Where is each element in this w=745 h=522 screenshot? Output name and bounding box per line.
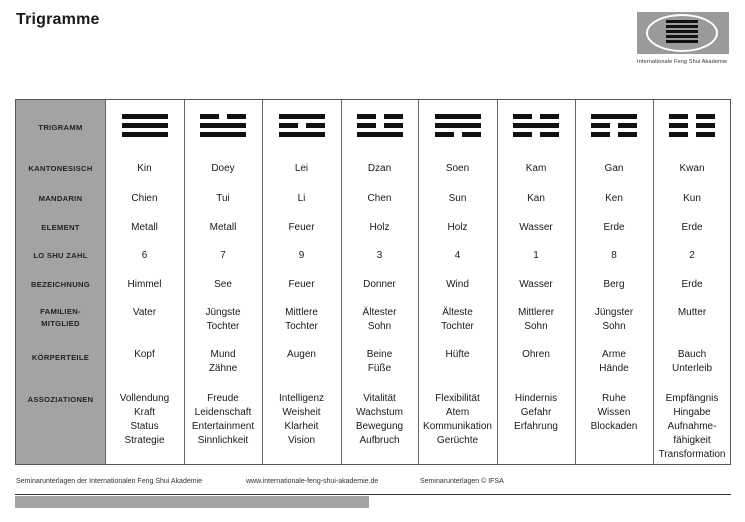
cell-bezeichnung: Erde bbox=[681, 279, 703, 290]
cell-mandarin: Kun bbox=[683, 193, 701, 204]
cell-element: Metall bbox=[131, 222, 158, 233]
logo-text: Internationale Feng Shui Akademie bbox=[637, 59, 728, 65]
cell-zahl: 3 bbox=[376, 250, 383, 261]
cell-element: Erde bbox=[603, 222, 625, 233]
trigram-icon bbox=[122, 114, 168, 141]
cell-zahl: 7 bbox=[220, 250, 226, 261]
cell-mandarin: Chen bbox=[367, 193, 392, 204]
cell-mandarin: Tui bbox=[216, 193, 230, 204]
cell-element: Erde bbox=[681, 222, 703, 233]
cell-koerper: Bauch Unterleib bbox=[671, 349, 713, 374]
cell-zahl: 8 bbox=[611, 250, 617, 261]
cell-mandarin: Kan bbox=[527, 193, 545, 204]
cell-familie: Mittlere Tochter bbox=[285, 307, 318, 332]
cell-mandarin: Chien bbox=[131, 193, 158, 204]
cell-koerper: Hüfte bbox=[445, 349, 470, 360]
trigram-icon bbox=[591, 114, 637, 141]
cell-zahl: 1 bbox=[533, 250, 539, 261]
row-label: MANDARIN bbox=[38, 194, 83, 203]
cell-bezeichnung: Feuer bbox=[288, 279, 315, 290]
footer-bar bbox=[15, 496, 369, 508]
cell-mandarin: Sun bbox=[448, 193, 467, 204]
cell-familie: Mittlerer Sohn bbox=[517, 307, 555, 332]
footer-left: Seminarunterlagen der Internationalen Feng Shui Akademie bbox=[16, 478, 203, 485]
cell-kantonesisch: Lei bbox=[294, 163, 309, 174]
cell-bezeichnung: Wind bbox=[446, 279, 469, 290]
cell-mandarin: Li bbox=[297, 193, 306, 204]
cell-koerper: Arme Hände bbox=[599, 349, 629, 374]
cell-familie: Ältester Sohn bbox=[362, 307, 397, 332]
cell-bezeichnung: Donner bbox=[363, 279, 396, 290]
cell-assoziationen: Flexibilität Atem Kommunikation Gerüchte bbox=[423, 393, 492, 446]
cell-mandarin: Ken bbox=[605, 193, 623, 204]
row-label: FAMILIEN- MITGLIED bbox=[40, 307, 81, 328]
row-label: LO SHU ZAHL bbox=[33, 251, 88, 260]
cell-assoziationen: Freude Leidenschaft Entertainment Sinnlichkeit bbox=[191, 393, 255, 446]
cell-element: Metall bbox=[209, 222, 237, 233]
cell-assoziationen: Ruhe Wissen Blockaden bbox=[590, 393, 638, 432]
cell-kantonesisch: Kam bbox=[525, 163, 547, 174]
cell-koerper: Mund Zähne bbox=[208, 349, 238, 374]
cell-bezeichnung: Wasser bbox=[519, 279, 553, 290]
row-label: ASSOZIATIONEN bbox=[27, 395, 94, 404]
cell-koerper: Ohren bbox=[522, 349, 550, 360]
footer-divider bbox=[15, 494, 731, 495]
cell-element: Feuer bbox=[288, 222, 315, 233]
trigram-icon bbox=[669, 114, 715, 141]
cell-kantonesisch: Soen bbox=[445, 163, 470, 174]
cell-zahl: 6 bbox=[141, 250, 148, 261]
cell-assoziationen: Hindernis Gefahr Erfahrung bbox=[514, 393, 558, 432]
cell-element: Holz bbox=[447, 222, 468, 233]
cell-assoziationen: Intelligenz Weisheit Klarheit Vision bbox=[278, 393, 325, 446]
cell-zahl: 4 bbox=[454, 250, 461, 261]
cell-zahl: 9 bbox=[298, 250, 305, 261]
cell-assoziationen: Empfängnis Hingabe Aufnahme- fähigkeit Transformation bbox=[658, 393, 726, 460]
cell-familie: Älteste Tochter bbox=[441, 307, 474, 332]
logo-emblem bbox=[637, 12, 729, 54]
cell-familie: Jüngste Tochter bbox=[205, 307, 241, 332]
row-label: TRIGRAMM bbox=[38, 123, 83, 132]
cell-koerper: Beine Füße bbox=[366, 349, 393, 374]
trigram-icon bbox=[513, 114, 559, 141]
trigram-icon bbox=[279, 114, 325, 141]
cell-element: Holz bbox=[369, 222, 390, 233]
cell-element: Wasser bbox=[519, 222, 553, 233]
trigram-icon bbox=[435, 114, 481, 141]
cell-bezeichnung: Berg bbox=[603, 279, 625, 290]
cell-kantonesisch: Doey bbox=[211, 163, 235, 174]
row-label: ELEMENT bbox=[41, 223, 80, 232]
footer-website: www.internationale-feng-shui-akademie.de bbox=[246, 478, 379, 485]
cell-kantonesisch: Kin bbox=[137, 163, 152, 174]
cell-kantonesisch: Gan bbox=[604, 163, 624, 174]
cell-assoziationen: Vitalität Wachstum Bewegung Aufbruch bbox=[355, 393, 404, 446]
page-title: Trigramme bbox=[16, 11, 100, 28]
cell-koerper: Kopf bbox=[134, 349, 155, 360]
cell-familie: Vater bbox=[132, 307, 157, 318]
cell-kantonesisch: Dzan bbox=[367, 163, 392, 174]
cell-familie: Jüngster Sohn bbox=[594, 307, 634, 332]
trigram-table bbox=[15, 99, 731, 465]
trigram-icon bbox=[357, 114, 403, 141]
cell-familie: Mutter bbox=[677, 307, 707, 318]
cell-koerper: Augen bbox=[287, 349, 316, 360]
cell-zahl: 2 bbox=[689, 250, 695, 261]
footer-copyright: Seminarunterlagen © IFSA bbox=[420, 478, 504, 485]
academy-logo bbox=[637, 12, 731, 70]
cell-bezeichnung: Himmel bbox=[127, 279, 162, 290]
row-label: KÖRPERTEILE bbox=[31, 353, 90, 362]
cell-kantonesisch: Kwan bbox=[679, 163, 705, 174]
row-label: BEZEICHNUNG bbox=[31, 280, 90, 289]
row-label: KANTONESISCH bbox=[28, 164, 93, 173]
cell-bezeichnung: See bbox=[214, 279, 232, 290]
trigram-icon bbox=[200, 114, 246, 141]
cell-assoziationen: Vollendung Kraft Status Strategie bbox=[119, 393, 170, 446]
logo-trigram-icon bbox=[666, 20, 698, 45]
